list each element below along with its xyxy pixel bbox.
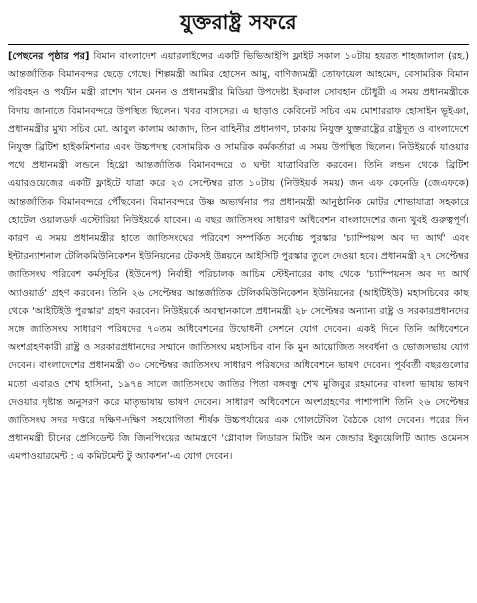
article-body xyxy=(8,48,469,467)
article-headline: যুক্তরাষ্ট্র সফরে xyxy=(180,9,297,34)
article-body-text: বিমান বাংলাদেশ এয়ারলাইন্সের একটি ভিভিআইপি ফ্লাইট সকাল ১০টায় হযরত শাহজালাল (রহ.) আন্তর্জাতিক বিমানবন্দর ছেড়ে গেছে। শিল্পমন্ত্রী আমির হোসেন আমু, বাণিজ্যমন্ত্রী তোফায়েল আহমেদ, বেসামরিক বিমান পরিবহন ও পর্যটন মন্ত্রী রাশেদ খান মেনন ও প্রধানমন্ত্রীর মিডিয়া উপদেষ্টা ইকবাল সোবহান চৌধুরী এ সময় প্রধানমন্ত্রীকে বিদায় জানাতে বিমানবন্দরে উপস্থিত ছিলেন। খবর বাসসের। এ ছাড়াও কেবিনেট সচিব এম মোশাররাফ হোসাইন ভূইঞা, প্রধানমন্ত্রীর মুখ্য সচিব মো. আবুল কালাম আজাদ, তিন বাহিনীর প্রধানগণ, ঢাকায় নিযুক্ত যুক্তরাষ্ট্রের রাষ্ট্রদূত ও বাংলাদেশে নিযুক্ত ব্রিটিশ হাইকমিশনার এবং উচ্চপদস্থ বেসামরিক ও সামরিক কর্মকর্তারা এ সময় উপস্থিত ছিলেন। নিউইয়র্কে যাওয়ার পথে প্রধানমন্ত্রী লন্ডনে হিথ্রো আন্তর্জাতিক বিমানবন্দরে ৩ ঘণ্টা যাত্রাবিরতি করবেন। তিনি লন্ডন থেকে ব্রিটিশ এয়ারওয়েজের একটি ফ্লাইটে যাত্রা করে ২৩ সেপ্টেম্বর রাত ১০টায় (নিউইয়র্ক সময়) জন এফ কেনেডি (জেএফকে) আন্তর্জাতিক বিমানবন্দরে পৌঁছবেন। বিমানবন্দরে উষ্ণ অভ্যর্থনার পর প্রধানমন্ত্রী আনুষ্ঠানিক মোটর শোভাযাত্রা সহকারে হোটেল ওয়ালডর্ফ এস্টোরিয়া নিউইয়র্কে যাবেন। এ বছর জাতিসংঘ সাধারণ অধিবেশন বাংলাদেশের জন্য খুবই গুরুত্বপূর্ণ। কারণ এ সময় প্রধানমন্ত্রীর হাতে জাতিসংঘের পরিবেশ সম্পর্কিত সর্বোচ্চ পুরস্কার 'চ্যাম্পিয়ন্স অব দ্য আর্থ' এবং ইন্টারন্যাশনাল টেলিকমিউনিকেশন ইউনিয়নের টেকসই উন্নয়নে আইসিটি পুরস্কার তুলে দেওয়া হবে। প্রধানমন্ত্রী ২৭ সেপ্টেম্বর জাতিসংঘ পরিবেশ কর্মসূচির (ইউনেপ) নির্বাহী পরিচালক আচিম স্টেইনারের কাছ থেকে 'চ্যাম্পিয়নস অব দ্য আর্থ অ্যাওয়ার্ড' গ্রহণ করবেন। তিনি ২৬ সেপ্টেম্বর আন্তর্জাতিক টেলিকমিউনিকেশন ইউনিয়নের (আইটিইউ) মহাসচিবের কাছ থেকে 'আইটিইউ পুরস্কার' গ্রহণ করবেন। নিউইয়র্কে অবস্থানকালে প্রধানমন্ত্রী ২৮ সেপ্টেম্বর অন্যান্য রাষ্ট্র ও সরকারপ্রধানদের সঙ্গে জাতিসংঘ সাধারণ পরিষদের ৭০তম অধিবেশনের উদ্বোধনী সেশনে যোগ দেবেন। একই দিনে তিনি অধিবেশনে অংশগ্রহণকারী রাষ্ট্র ও সরকারপ্রধানদের সম্মানে জাতিসংঘ মহাসচিব বান কি মুন আয়োজিত সংবর্ধনা ও ভোজসভায় যোগ দেবেন। বাংলাদেশের প্রধানমন্ত্রী ৩০ সেপ্টেম্বর জাতিসংঘ সাধারণ পরিষদের অধিবেশনে ভাষণ দেবেন। পূর্ববর্তী বছরগুলোর মতো এবারও শেখ হাসিনা, ১৯৭৪ সালে জাতিসংঘে জাতির পিতা বঙ্গবন্ধু শেখ মুজিবুর রহমানের বাংলা ভাষায় ভাষণ দেওয়ার দৃষ্টান্ত অনুসরণ করে মাতৃভাষায় ভাষণ দেবেন। সাধারণ অধিবেশনে অংশগ্রহণের পাশাপাশি তিনি ২৬ সেপ্টেম্বর জাতিসংঘ সদর দপ্তরে দক্ষিণ-দক্ষিণ সহযোগিতা শীর্ষক উচ্চপর্যায়ের এক গোলটেবিল বৈঠকে যোগ দেবেন। পরের দিন প্রধানমন্ত্রী চীনের প্রেসিডেন্ট জি জিনপিংয়ের আমন্ত্রণে 'গ্লোবাল লিডারস মিটিং অন জেন্ডার ইক্যুয়েলিটি অ্যান্ড ওমেনস এমপাওয়ারমেন্ট : এ কমিটমেন্ট টু অ্যাকশন'-এ যোগ দেবেন। xyxy=(8,51,469,463)
continued-from-label: [পেছনের পৃষ্ঠার পর] xyxy=(8,51,90,62)
headline-divider xyxy=(8,44,469,45)
headline-container xyxy=(8,6,469,42)
